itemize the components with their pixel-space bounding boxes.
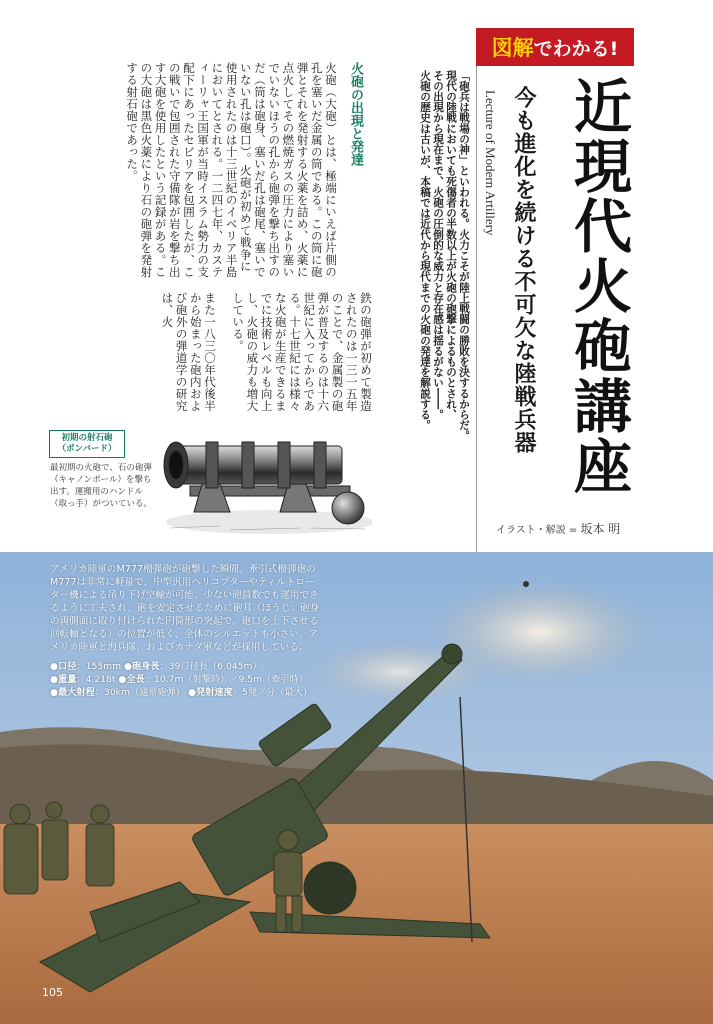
sub-title: 今も進化を続ける不可欠な陸戦兵器	[511, 86, 536, 454]
figure-label-line: （ボンバード）	[57, 444, 117, 454]
lead-line: 「砲兵は戦場の神」といわれる。火力こそが陸上戦闘の勝敗を決するからだ。	[458, 70, 470, 441]
author-credit	[496, 520, 620, 537]
spec-key: ●砲身長	[123, 661, 160, 672]
page-number: 105	[42, 986, 63, 999]
main-title: 近現代火砲講座	[564, 76, 632, 496]
spec-value: ：4.218t	[76, 674, 116, 685]
figure-caption: 最初期の火砲で、石の砲弾（キャノンボール）を撃ち出す。運搬用のハンドル（取っ手）がついている。	[50, 463, 153, 509]
lead-line: 現代の陸戦においても死傷者の半数以上が火砲の砲撃によるものとされ、	[445, 70, 457, 420]
lead-line: その出現から現在まで、火砲の圧倒的な威力と存在感は揺るがない――。	[432, 70, 444, 420]
figure-label	[49, 430, 125, 458]
photo-caption	[50, 563, 322, 654]
photo-caption-text: アメリカ陸軍のM777榴弾砲が砲撃した瞬間。牽引式榴弾砲のM777は非常に軽量で、中型汎用ヘリコプターやティルトローター機による吊り下げ空輸が可能。少ない砲員数でも運用できるように工夫され、砲を安定させるために砲耳（ほうじ：砲身の両側面に取り付けられた円筒形の突起で、砲口を上下させる回転軸となる）の位置が低く、全体のシルエットも小さい。アメリカ陸軍と海兵隊、およびカナダ軍などが採用している。	[50, 564, 320, 653]
spec-list	[50, 660, 350, 699]
spec-value: ：155mm	[76, 661, 122, 672]
english-title: Lecture of Modern Artillery	[483, 90, 498, 236]
lead-paragraph	[392, 70, 470, 490]
spec-row	[50, 673, 350, 686]
banner-highlight: 図解	[491, 36, 534, 60]
spec-key: ●発射速度	[187, 687, 233, 698]
bombard-cannon-illustration	[160, 428, 372, 536]
spec-key: ●全長	[118, 674, 145, 685]
title-banner	[476, 28, 634, 66]
body-text-lower-right: 鉄の砲弾が初めて製造されたのは一三一五年のことで、金属製の砲弾が普及するのは十六世紀に入ってからである。十七世紀には様々な火砲が生産できるまでに技術レベルも向上し、火砲の威力も増大している。	[231, 292, 373, 412]
spec-row	[50, 660, 350, 673]
spec-value: ：30km（通常砲弾）	[94, 687, 186, 698]
credit-label: イラスト・解説 =	[496, 525, 581, 536]
spec-row	[50, 686, 350, 699]
credit-name: 坂本 明	[580, 522, 621, 536]
lead-line: 火砲の歴史は古いが、本稿では近代から現代までの火砲の発達を解説する。	[419, 70, 431, 431]
body-text-lower-left: また一八三〇年代後半から始まった砲内および砲外の弾道学の研究は、火	[160, 292, 217, 412]
figure-label-line: 初期の射石砲	[61, 433, 113, 443]
banner-rest: でわかる!	[533, 37, 619, 60]
spec-key: ●重量	[50, 674, 77, 685]
spec-key: ●最大射程	[50, 687, 95, 698]
body-text-upper: 火砲（大砲）とは、極端にいえば片側の孔を塞いだ金属の筒である。この筒に砲弾とそれを発射する火薬を詰め、火薬に点火してその燃焼ガスの圧力により塞いでいないほうの孔から砲弾を撃ち出すのだ（筒は砲身、塞いだ孔は砲尾、塞いでいない孔は砲口）。火砲が初めて戦争に使用されたのは十三世紀のイベリア半島においてとされる。一二四七年、カスティーリャ王国軍が当時イスラム勢力の支配下にあったセビリアを包囲したが、この戦いで包囲された守備隊が岩を撃ち出す大砲を使用したという記録がある。この大砲は黒色火薬により石の砲弾を発射する射石砲であった。	[125, 62, 338, 278]
spec-value: ：5発／分（最大）	[232, 687, 313, 698]
section-heading: 火砲の出現と発達	[348, 62, 363, 166]
spec-value: ：39口径長（6.045m）	[159, 661, 262, 672]
spec-value: ：10.7m（射撃時）／9.5m（牽引時）	[144, 674, 309, 685]
spec-key: ●口径	[50, 661, 77, 672]
